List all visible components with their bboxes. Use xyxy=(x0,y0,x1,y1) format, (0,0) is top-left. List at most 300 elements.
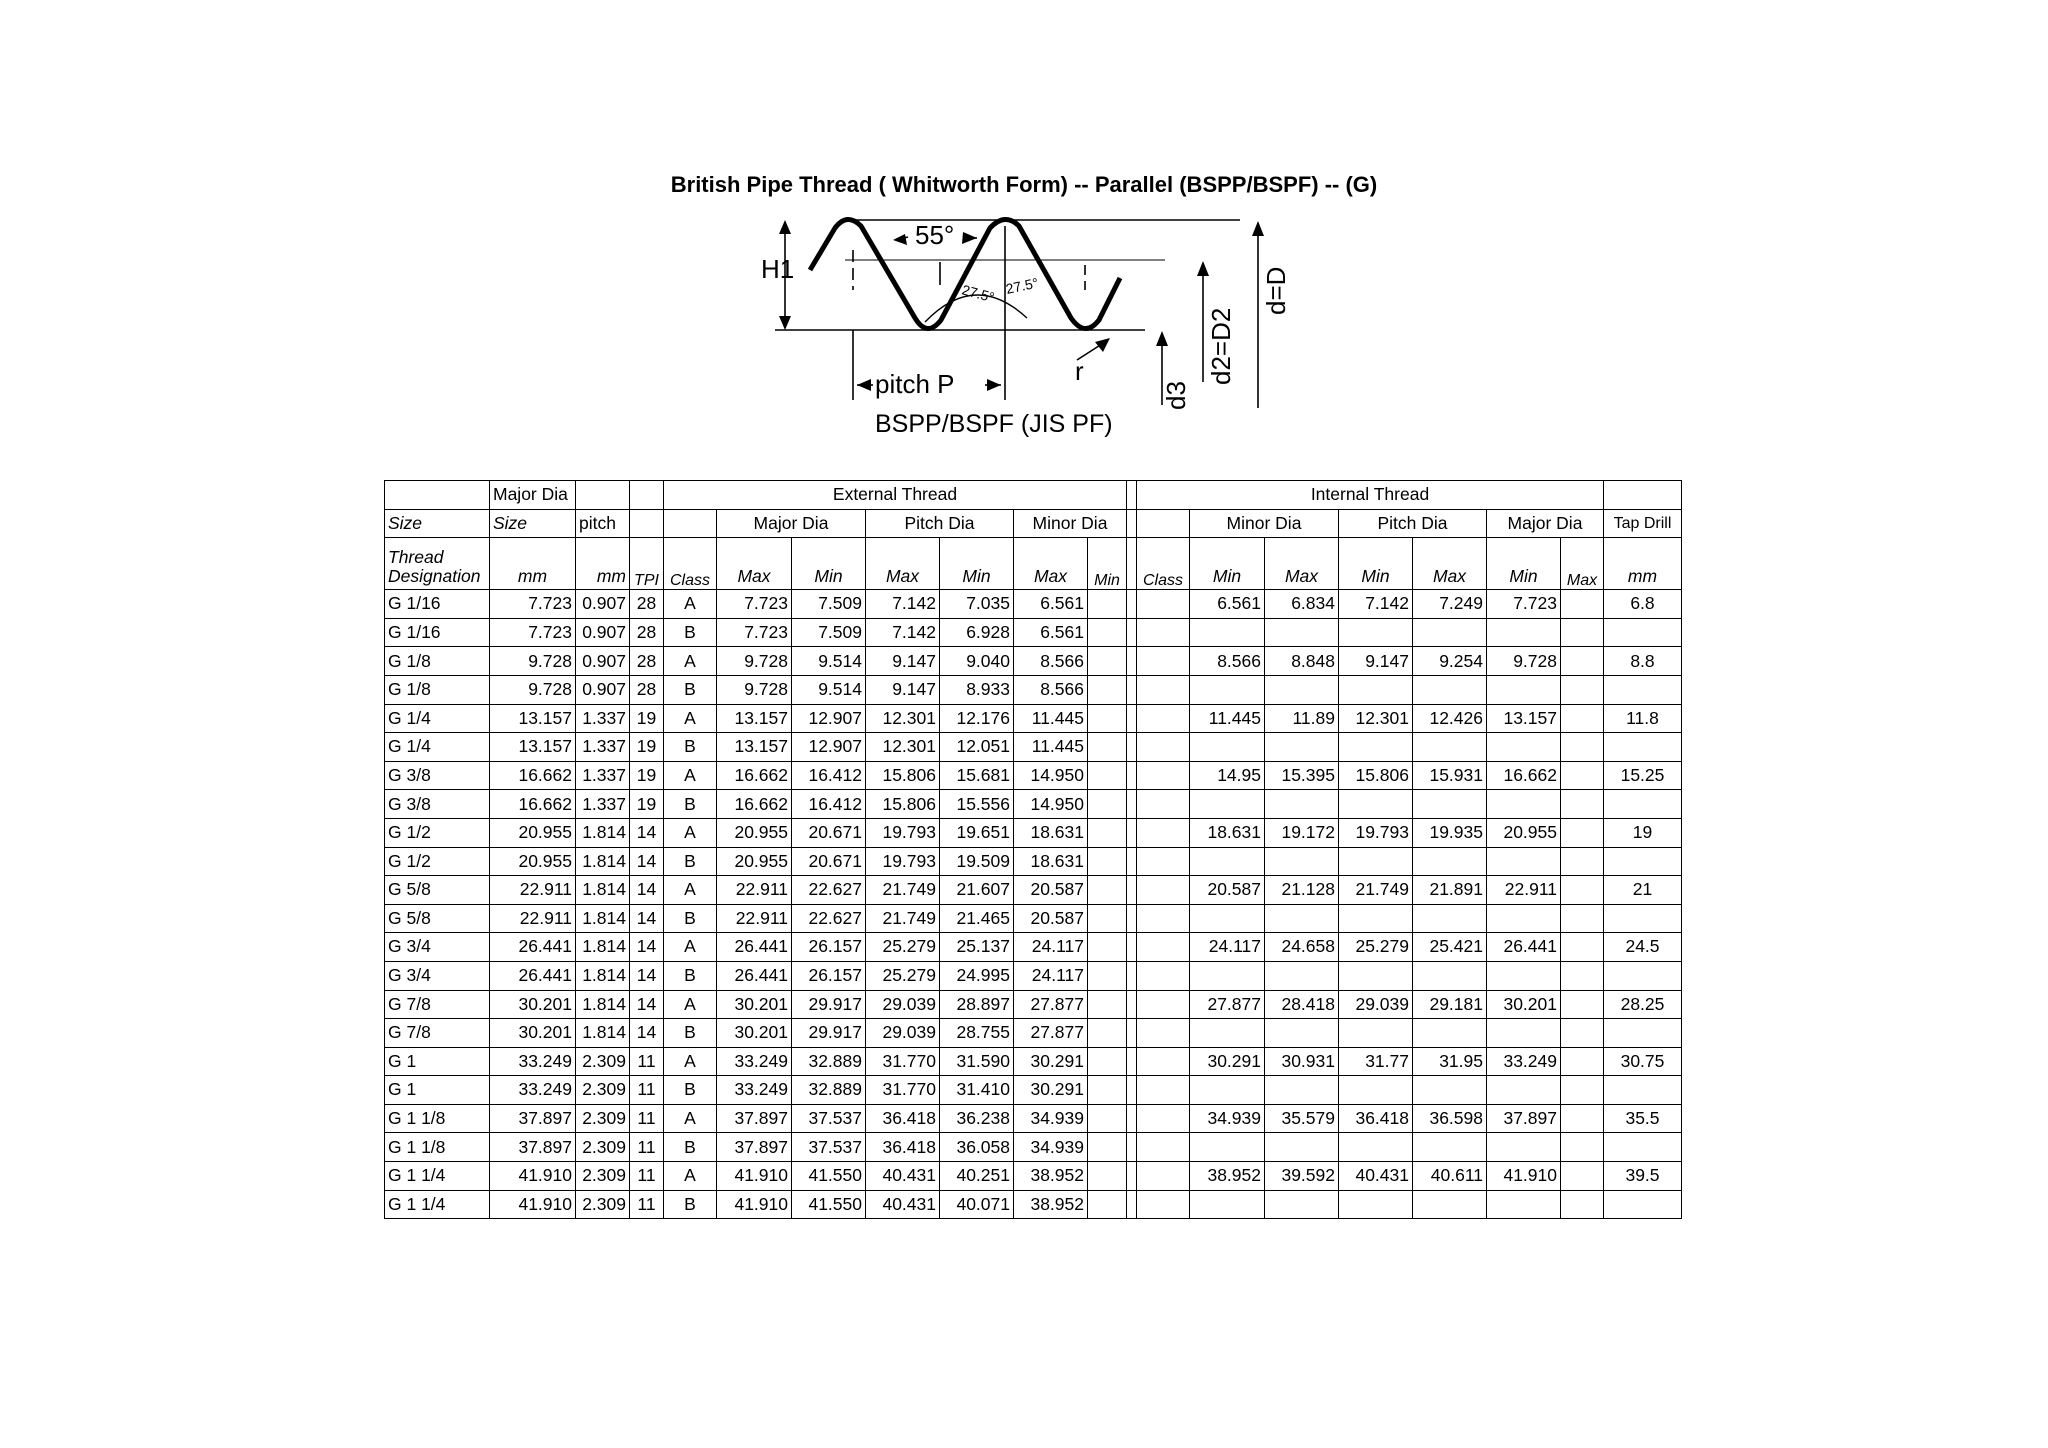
cell-imin xyxy=(1190,1133,1265,1162)
cell-tap: 19 xyxy=(1604,818,1682,847)
cell-pmax: 25.279 xyxy=(866,961,940,990)
cell-emin: 32.889 xyxy=(792,1076,866,1105)
cell-nmin xyxy=(1088,1162,1127,1191)
cell-tap: 30.75 xyxy=(1604,1047,1682,1076)
cell-jmax xyxy=(1561,618,1604,647)
spacer-cell xyxy=(1127,933,1137,962)
header-size-2: Size xyxy=(490,509,576,538)
cell-major: 22.911 xyxy=(490,876,576,905)
cell-emax: 16.662 xyxy=(717,761,792,790)
cell-cls: B xyxy=(664,1190,717,1219)
cell-nmax: 38.952 xyxy=(1014,1162,1088,1191)
cell-imax xyxy=(1265,847,1339,876)
cell-icls xyxy=(1137,847,1190,876)
cell-pmax: 7.142 xyxy=(866,618,940,647)
header-row-1 xyxy=(385,481,1682,510)
cell-cls: B xyxy=(664,733,717,762)
cell-jmin xyxy=(1487,961,1561,990)
cell-pitch: 1.814 xyxy=(576,990,630,1019)
cell-icls xyxy=(1137,990,1190,1019)
cell-ipmin xyxy=(1339,904,1413,933)
table-row xyxy=(385,1019,1682,1048)
cell-imin: 14.95 xyxy=(1190,761,1265,790)
cell-imax: 21.128 xyxy=(1265,876,1339,905)
spacer-cell xyxy=(1127,1162,1137,1191)
header-size: Size xyxy=(385,509,490,538)
cell-jmax xyxy=(1561,1162,1604,1191)
cell-pmax: 36.418 xyxy=(866,1133,940,1162)
cell-emin: 37.537 xyxy=(792,1133,866,1162)
cell-jmax xyxy=(1561,876,1604,905)
cell-nmax: 30.291 xyxy=(1014,1076,1088,1105)
cell-emax: 20.955 xyxy=(717,818,792,847)
cell-tpi: 11 xyxy=(630,1076,664,1105)
cell-size: G 5/8 xyxy=(385,876,490,905)
cell-tpi: 11 xyxy=(630,1104,664,1133)
cell-pitch: 0.907 xyxy=(576,618,630,647)
table-row xyxy=(385,733,1682,762)
cell-nmin xyxy=(1088,1104,1127,1133)
cell-pmin: 9.040 xyxy=(940,647,1014,676)
cell-pmax: 25.279 xyxy=(866,933,940,962)
cell-imax xyxy=(1265,675,1339,704)
cell-tap xyxy=(1604,675,1682,704)
cell-nmax: 18.631 xyxy=(1014,847,1088,876)
cell-jmin: 22.911 xyxy=(1487,876,1561,905)
cell-nmax: 27.877 xyxy=(1014,990,1088,1019)
cell-size: G 1/2 xyxy=(385,818,490,847)
spacer-cell xyxy=(1127,818,1137,847)
header-ext-major-max: Max xyxy=(717,538,792,590)
cell-ipmax xyxy=(1413,1133,1487,1162)
table-row xyxy=(385,1076,1682,1105)
spacer-cell xyxy=(1127,733,1137,762)
cell-ipmin: 21.749 xyxy=(1339,876,1413,905)
cell-tpi: 19 xyxy=(630,790,664,819)
cell-pitch: 2.309 xyxy=(576,1076,630,1105)
cell-jmax xyxy=(1561,1019,1604,1048)
cell-jmin: 9.728 xyxy=(1487,647,1561,676)
cell-emin: 12.907 xyxy=(792,704,866,733)
header-tpi: TPI xyxy=(630,538,664,590)
cell-pmin: 31.410 xyxy=(940,1076,1014,1105)
cell-size: G 1/4 xyxy=(385,733,490,762)
cell-imin xyxy=(1190,847,1265,876)
cell-tap xyxy=(1604,1133,1682,1162)
cell-pmin: 36.238 xyxy=(940,1104,1014,1133)
cell-cls: B xyxy=(664,847,717,876)
cell-nmax: 18.631 xyxy=(1014,818,1088,847)
cell-ipmax: 31.95 xyxy=(1413,1047,1487,1076)
spacer-cell xyxy=(1127,1104,1137,1133)
cell-icls xyxy=(1137,733,1190,762)
cell-tap xyxy=(1604,1190,1682,1219)
cell-icls xyxy=(1137,818,1190,847)
cell-emin: 12.907 xyxy=(792,733,866,762)
cell-tap: 21 xyxy=(1604,876,1682,905)
table-row xyxy=(385,1133,1682,1162)
cell-ipmax xyxy=(1413,790,1487,819)
cell-imin xyxy=(1190,675,1265,704)
cell-tpi: 14 xyxy=(630,933,664,962)
cell-nmin xyxy=(1088,933,1127,962)
cell-tpi: 14 xyxy=(630,1019,664,1048)
cell-emax: 22.911 xyxy=(717,904,792,933)
cell-cls: A xyxy=(664,590,717,619)
cell-jmax xyxy=(1561,790,1604,819)
table-row xyxy=(385,704,1682,733)
spacer-cell xyxy=(1127,961,1137,990)
cell-cls: B xyxy=(664,1019,717,1048)
cell-tap xyxy=(1604,847,1682,876)
cell-nmin xyxy=(1088,618,1127,647)
cell-imax xyxy=(1265,1190,1339,1219)
cell-imax: 39.592 xyxy=(1265,1162,1339,1191)
cell-size: G 1/8 xyxy=(385,675,490,704)
cell-jmin: 33.249 xyxy=(1487,1047,1561,1076)
header-int-minor-min: Min xyxy=(1190,538,1265,590)
cell-cls: B xyxy=(664,904,717,933)
cell-pmax: 40.431 xyxy=(866,1162,940,1191)
cell-ipmax: 21.891 xyxy=(1413,876,1487,905)
cell-pmin: 28.755 xyxy=(940,1019,1014,1048)
spacer-cell xyxy=(1127,790,1137,819)
cell-pitch: 1.814 xyxy=(576,876,630,905)
cell-tap: 35.5 xyxy=(1604,1104,1682,1133)
cell-emax: 33.249 xyxy=(717,1076,792,1105)
cell-nmax: 27.877 xyxy=(1014,1019,1088,1048)
cell-nmax: 20.587 xyxy=(1014,876,1088,905)
cell-size: G 1/16 xyxy=(385,618,490,647)
cell-tpi: 28 xyxy=(630,647,664,676)
header-class-int: Class xyxy=(1137,538,1190,590)
cell-emax: 37.897 xyxy=(717,1104,792,1133)
cell-pmin: 21.465 xyxy=(940,904,1014,933)
cell-pmax: 29.039 xyxy=(866,990,940,1019)
cell-tpi: 28 xyxy=(630,618,664,647)
cell-pitch: 1.814 xyxy=(576,961,630,990)
cell-ipmax xyxy=(1413,904,1487,933)
cell-pmin: 40.251 xyxy=(940,1162,1014,1191)
cell-tpi: 14 xyxy=(630,990,664,1019)
cell-major: 41.910 xyxy=(490,1162,576,1191)
cell-imax: 15.395 xyxy=(1265,761,1339,790)
cell-tap xyxy=(1604,961,1682,990)
header-ext-minor-dia: Minor Dia xyxy=(1014,509,1127,538)
cell-ipmax xyxy=(1413,733,1487,762)
cell-size: G 1/4 xyxy=(385,704,490,733)
spacer-cell xyxy=(1127,1133,1137,1162)
pitch-label: pitch P xyxy=(875,369,955,399)
spacer-cell xyxy=(1127,590,1137,619)
cell-major: 20.955 xyxy=(490,847,576,876)
cell-emin: 20.671 xyxy=(792,847,866,876)
cell-icls xyxy=(1137,904,1190,933)
cell-nmin xyxy=(1088,790,1127,819)
table-row xyxy=(385,933,1682,962)
cell-pitch: 1.337 xyxy=(576,761,630,790)
cell-imin: 30.291 xyxy=(1190,1047,1265,1076)
cell-imax: 30.931 xyxy=(1265,1047,1339,1076)
header-mm-1: mm xyxy=(490,538,576,590)
header-tap-drill: Tap Drill xyxy=(1604,509,1682,538)
cell-pitch: 0.907 xyxy=(576,590,630,619)
cell-tpi: 19 xyxy=(630,704,664,733)
cell-pmin: 15.681 xyxy=(940,761,1014,790)
cell-pmin: 15.556 xyxy=(940,790,1014,819)
cell-emin: 26.157 xyxy=(792,933,866,962)
cell-emax: 41.910 xyxy=(717,1190,792,1219)
cell-imax: 28.418 xyxy=(1265,990,1339,1019)
cell-icls xyxy=(1137,790,1190,819)
cell-major: 41.910 xyxy=(490,1190,576,1219)
header-row-3 xyxy=(385,538,1682,590)
cell-tap xyxy=(1604,790,1682,819)
cell-size: G 1/2 xyxy=(385,847,490,876)
cell-emax: 13.157 xyxy=(717,704,792,733)
cell-ipmax: 15.931 xyxy=(1413,761,1487,790)
table-row xyxy=(385,847,1682,876)
cell-icls xyxy=(1137,876,1190,905)
cell-emin: 29.917 xyxy=(792,1019,866,1048)
cell-emin: 41.550 xyxy=(792,1190,866,1219)
cell-tpi: 14 xyxy=(630,904,664,933)
cell-pitch: 1.814 xyxy=(576,847,630,876)
table-row xyxy=(385,818,1682,847)
cell-major: 9.728 xyxy=(490,675,576,704)
cell-emin: 7.509 xyxy=(792,590,866,619)
cell-nmin xyxy=(1088,904,1127,933)
cell-nmax: 34.939 xyxy=(1014,1104,1088,1133)
cell-jmax xyxy=(1561,961,1604,990)
cell-nmin xyxy=(1088,590,1127,619)
cell-pmax: 15.806 xyxy=(866,761,940,790)
cell-emax: 16.662 xyxy=(717,790,792,819)
cell-emin: 16.412 xyxy=(792,790,866,819)
cell-pmax: 7.142 xyxy=(866,590,940,619)
cell-cls: A xyxy=(664,933,717,962)
half-angle-right-label: 27.5° xyxy=(1004,274,1040,297)
cell-jmin: 7.723 xyxy=(1487,590,1561,619)
cell-cls: A xyxy=(664,704,717,733)
header-thread-designation: Thread Designation xyxy=(385,538,490,590)
cell-ipmin: 29.039 xyxy=(1339,990,1413,1019)
cell-tap: 15.25 xyxy=(1604,761,1682,790)
spacer-cell xyxy=(1127,904,1137,933)
cell-cls: B xyxy=(664,1133,717,1162)
cell-icls xyxy=(1137,1162,1190,1191)
cell-emax: 20.955 xyxy=(717,847,792,876)
spacer-cell xyxy=(1127,1190,1137,1219)
cell-tpi: 14 xyxy=(630,847,664,876)
cell-pmin: 19.651 xyxy=(940,818,1014,847)
cell-nmin xyxy=(1088,1190,1127,1219)
h1-label: H1 xyxy=(761,254,795,284)
cell-nmax: 34.939 xyxy=(1014,1133,1088,1162)
cell-cls: A xyxy=(664,647,717,676)
cell-ipmax xyxy=(1413,1076,1487,1105)
cell-icls xyxy=(1137,1019,1190,1048)
cell-cls: B xyxy=(664,1076,717,1105)
cell-tap xyxy=(1604,618,1682,647)
cell-nmax: 8.566 xyxy=(1014,647,1088,676)
cell-pmin: 12.176 xyxy=(940,704,1014,733)
cell-size: G 1 1/4 xyxy=(385,1190,490,1219)
header-internal-thread: Internal Thread xyxy=(1137,481,1604,510)
cell-pmin: 36.058 xyxy=(940,1133,1014,1162)
header-ext-major-dia: Major Dia xyxy=(717,509,866,538)
cell-nmax: 14.950 xyxy=(1014,790,1088,819)
cell-jmin: 20.955 xyxy=(1487,818,1561,847)
cell-jmin xyxy=(1487,1076,1561,1105)
header-ext-minor-min: Min xyxy=(1088,538,1127,590)
header-external-thread: External Thread xyxy=(664,481,1127,510)
cell-jmin: 41.910 xyxy=(1487,1162,1561,1191)
cell-jmin xyxy=(1487,790,1561,819)
cell-ipmin: 40.431 xyxy=(1339,1162,1413,1191)
table-row xyxy=(385,761,1682,790)
cell-imin xyxy=(1190,961,1265,990)
cell-jmax xyxy=(1561,1047,1604,1076)
cell-ipmin: 25.279 xyxy=(1339,933,1413,962)
cell-cls: A xyxy=(664,1047,717,1076)
cell-ipmax xyxy=(1413,961,1487,990)
cell-jmin xyxy=(1487,1190,1561,1219)
spacer-cell xyxy=(1127,1019,1137,1048)
cell-imin: 11.445 xyxy=(1190,704,1265,733)
cell-tpi: 14 xyxy=(630,818,664,847)
header-ext-minor-max: Max xyxy=(1014,538,1088,590)
cell-ipmin: 15.806 xyxy=(1339,761,1413,790)
cell-tpi: 14 xyxy=(630,876,664,905)
cell-size: G 3/8 xyxy=(385,761,490,790)
cell-imax xyxy=(1265,904,1339,933)
cell-major: 16.662 xyxy=(490,790,576,819)
cell-pmin: 31.590 xyxy=(940,1047,1014,1076)
cell-major: 13.157 xyxy=(490,733,576,762)
cell-emin: 7.509 xyxy=(792,618,866,647)
cell-nmax: 20.587 xyxy=(1014,904,1088,933)
half-angle-left-label: 27.5° xyxy=(960,281,997,306)
cell-jmax xyxy=(1561,904,1604,933)
cell-jmax xyxy=(1561,1076,1604,1105)
cell-pitch: 0.907 xyxy=(576,675,630,704)
cell-emax: 13.157 xyxy=(717,733,792,762)
cell-ipmax: 7.249 xyxy=(1413,590,1487,619)
cell-nmin xyxy=(1088,1133,1127,1162)
diagram-caption: BSPP/BSPF (JIS PF) xyxy=(875,410,1113,438)
cell-jmin xyxy=(1487,618,1561,647)
cell-nmin xyxy=(1088,704,1127,733)
cell-nmin xyxy=(1088,1076,1127,1105)
cell-nmax: 30.291 xyxy=(1014,1047,1088,1076)
cell-jmin: 30.201 xyxy=(1487,990,1561,1019)
cell-icls xyxy=(1137,618,1190,647)
cell-ipmin xyxy=(1339,675,1413,704)
cell-ipmax xyxy=(1413,618,1487,647)
cell-pitch: 2.309 xyxy=(576,1047,630,1076)
cell-major: 30.201 xyxy=(490,990,576,1019)
table-row xyxy=(385,1190,1682,1219)
cell-ipmin: 19.793 xyxy=(1339,818,1413,847)
cell-emin: 9.514 xyxy=(792,647,866,676)
cell-ipmin: 36.418 xyxy=(1339,1104,1413,1133)
cell-ipmax: 12.426 xyxy=(1413,704,1487,733)
cell-emax: 26.441 xyxy=(717,961,792,990)
header-pitch: pitch xyxy=(576,509,630,538)
cell-cls: A xyxy=(664,990,717,1019)
cell-nmax: 8.566 xyxy=(1014,675,1088,704)
cell-pitch: 1.814 xyxy=(576,1019,630,1048)
cell-cls: B xyxy=(664,961,717,990)
cell-pmax: 21.749 xyxy=(866,904,940,933)
spacer-cell xyxy=(1127,704,1137,733)
cell-major: 20.955 xyxy=(490,818,576,847)
cell-imin: 38.952 xyxy=(1190,1162,1265,1191)
cell-pitch: 2.309 xyxy=(576,1190,630,1219)
header-ext-pitch-dia: Pitch Dia xyxy=(866,509,1014,538)
cell-ipmin: 9.147 xyxy=(1339,647,1413,676)
cell-jmax xyxy=(1561,733,1604,762)
cell-tap: 6.8 xyxy=(1604,590,1682,619)
cell-ipmax: 36.598 xyxy=(1413,1104,1487,1133)
cell-jmax xyxy=(1561,933,1604,962)
cell-emin: 37.537 xyxy=(792,1104,866,1133)
d3-label: d3 xyxy=(1161,381,1191,410)
cell-tap xyxy=(1604,1076,1682,1105)
header-tap-mm: mm xyxy=(1604,538,1682,590)
cell-size: G 1 1/8 xyxy=(385,1104,490,1133)
cell-imax: 24.658 xyxy=(1265,933,1339,962)
cell-size: G 3/4 xyxy=(385,961,490,990)
cell-emin: 32.889 xyxy=(792,1047,866,1076)
cell-pmin: 28.897 xyxy=(940,990,1014,1019)
cell-pitch: 1.337 xyxy=(576,733,630,762)
cell-pitch: 2.309 xyxy=(576,1162,630,1191)
table-row xyxy=(385,790,1682,819)
cell-tap: 39.5 xyxy=(1604,1162,1682,1191)
cell-pmax: 31.770 xyxy=(866,1047,940,1076)
cell-major: 37.897 xyxy=(490,1104,576,1133)
header-int-minor-max: Max xyxy=(1265,538,1339,590)
cell-pmin: 6.928 xyxy=(940,618,1014,647)
cell-pmin: 25.137 xyxy=(940,933,1014,962)
cell-imax xyxy=(1265,1076,1339,1105)
cell-nmax: 24.117 xyxy=(1014,961,1088,990)
cell-nmin xyxy=(1088,1047,1127,1076)
cell-nmin xyxy=(1088,761,1127,790)
cell-ipmin xyxy=(1339,1076,1413,1105)
table-row xyxy=(385,1104,1682,1133)
cell-imin: 20.587 xyxy=(1190,876,1265,905)
cell-nmin xyxy=(1088,1019,1127,1048)
header-ext-major-min: Min xyxy=(792,538,866,590)
cell-tpi: 11 xyxy=(630,1133,664,1162)
cell-imax xyxy=(1265,618,1339,647)
cell-imin: 24.117 xyxy=(1190,933,1265,962)
cell-major: 22.911 xyxy=(490,904,576,933)
cell-imin xyxy=(1190,733,1265,762)
cell-pmin: 24.995 xyxy=(940,961,1014,990)
cell-major: 16.662 xyxy=(490,761,576,790)
cell-cls: A xyxy=(664,1104,717,1133)
cell-nmin xyxy=(1088,733,1127,762)
cell-pitch: 2.309 xyxy=(576,1133,630,1162)
spacer-cell xyxy=(1127,675,1137,704)
cell-icls xyxy=(1137,1104,1190,1133)
cell-major: 30.201 xyxy=(490,1019,576,1048)
cell-nmin xyxy=(1088,961,1127,990)
